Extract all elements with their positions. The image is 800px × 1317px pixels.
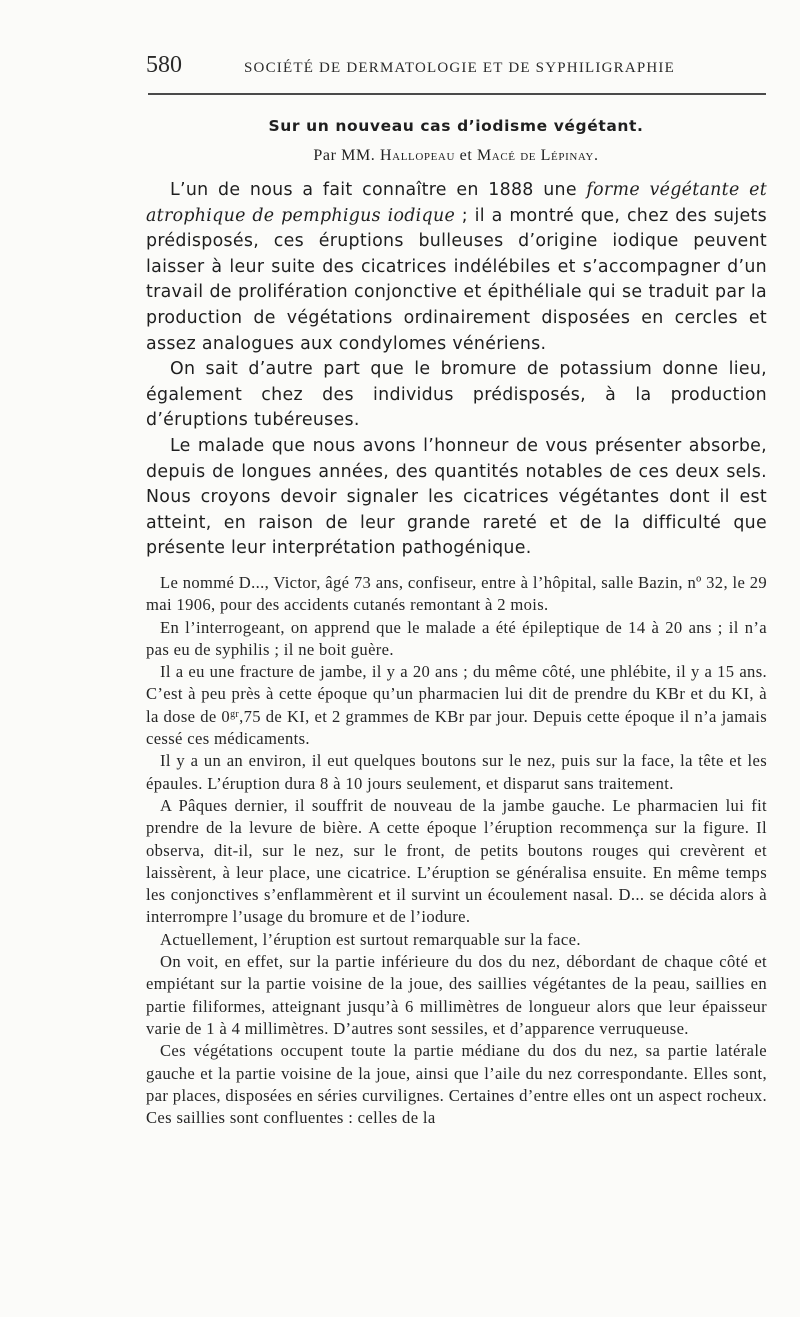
case-paragraph: Ces végétations occupent toute la partie médiane du dos du nez, sa partie latérale gauche et la partie voisine de la joue, ainsi que l’aile du nez correspondante. Elles sont, par places, disposées en séries curvilignes. Certaines d’entre elles ont un aspect rocheux. Ces saillies sont confluentes : celles de la — [146, 1041, 767, 1128]
case-paragraph: On voit, en effet, sur la partie inférieure du dos du nez, débordant de chaque côté et empiétant sur la partie voisine de la joue, des saillies végétantes de la peau, saillies en partie filiformes, atteignant jusqu’à 6 millimètres de longueur alors que leur épaisseur varie de 1 à 4 millimètres. D’autres sont sessiles, et d’apparence verruqueuse. — [146, 952, 767, 1038]
italic-phrase: forme végétante et atrophique de pemphigus iodique — [146, 180, 767, 226]
intro-paragraph: On sait d’autre part que le bromure de potassium donne lieu, également chez des individus prédisposés, à la production d’éruptions tubéreuses. — [146, 359, 767, 431]
author-mace-de-lepinay: Macé de Lépinay. — [476, 147, 599, 164]
case-paragraph: Le nommé D..., Victor, âgé 73 ans, confiseur, entre à l’hôpital, salle Bazin, nº 32, le 29 mai 1906, pour des accidents cutanés remontant à 2 mois. — [146, 573, 767, 615]
byline-and: et — [459, 147, 473, 164]
page-number: 580 — [146, 52, 182, 78]
journal-title: SOCIÉTÉ DE DERMATOLOGIE ET DE SYPHILIGRAPHIE — [244, 60, 675, 76]
byline-prefix: Par MM. — [313, 147, 376, 164]
intro-text: L’un de nous a fait connaître en 1888 une — [170, 180, 587, 200]
case-paragraph — [146, 661, 767, 750]
case-paragraph: A Pâques dernier, il souffrit de nouveau de la jambe gauche. Le pharmacien lui fit prendre de la levure de bière. A cette époque l’éruption recommença sur la figure. Il observa, dit-il, sur le nez, sur le front, de petits boutons rouges qui crevèrent et laissèrent, à leur place, une cicatrice. L’éruption se généralisa ensuite. En même temps les conjonctives s’enflammèrent et il survint un écoulement nasal. D... se décida alors à interrompre l’usage du bromure et de l’iodure. — [146, 795, 767, 927]
intro-paragraph — [146, 178, 767, 357]
case-paragraph: Actuellement, l’éruption est surtout remarquable sur la face. — [160, 929, 581, 949]
header-rule — [148, 93, 766, 95]
case-text: Il a eu une fracture de jambe, il y a 20 ans ; du même côté, une phlébite, il y a 15 ans. C’est à peu près à cette époque qu’un pharmacien lui dit de prendre du KBr et du KI, à la dose de 0 — [146, 662, 767, 726]
intro-paragraph: Le malade que nous avons l’honneur de vous présenter absorbe, depuis de longues années, des quantités notables de ces deux sels. Nous croyons devoir signaler les cicatrices végétantes dont il est atteint, en raison de leur grande rareté et de la difficulté que présente leur interprétation pathogénique. — [146, 435, 767, 559]
author-hallopeau: Hallopeau — [380, 147, 456, 164]
byline — [146, 147, 766, 165]
gram-superscript: gr — [230, 708, 240, 720]
case-paragraph: Il y a un an environ, il eut quelques boutons sur le nez, puis sur la face, la tête et les épaules. L’éruption dura 8 à 10 jours seulement, et disparut sans traitement. — [146, 751, 767, 793]
intro-text: ; il a montré que, chez des sujets prédisposés, ces éruptions bulleuses d’origine iodique peuvent laisser à leur suite des cicatrices indélébiles et s’accompagner d’un travail de prolifération conjonctive et épithéliale qui se traduit par la production de végétations ordinairement disposées en cercles et assez analogues aux condylomes vénériens. — [146, 205, 767, 354]
case-text: ,75 de KI, et 2 grammes de KBr par jour. Depuis cette époque il n’a jamais cessé ces médicaments. — [146, 706, 767, 749]
introduction — [146, 178, 767, 562]
case-paragraph: En l’interrogeant, on apprend que le malade a été épileptique de 14 à 20 ans ; il n’a pas eu de syphilis ; il ne boit guère. — [146, 617, 767, 659]
case-report — [146, 572, 767, 1129]
running-head — [146, 52, 766, 82]
article-title: Sur un nouveau cas d’iodisme végétant. — [268, 117, 644, 135]
